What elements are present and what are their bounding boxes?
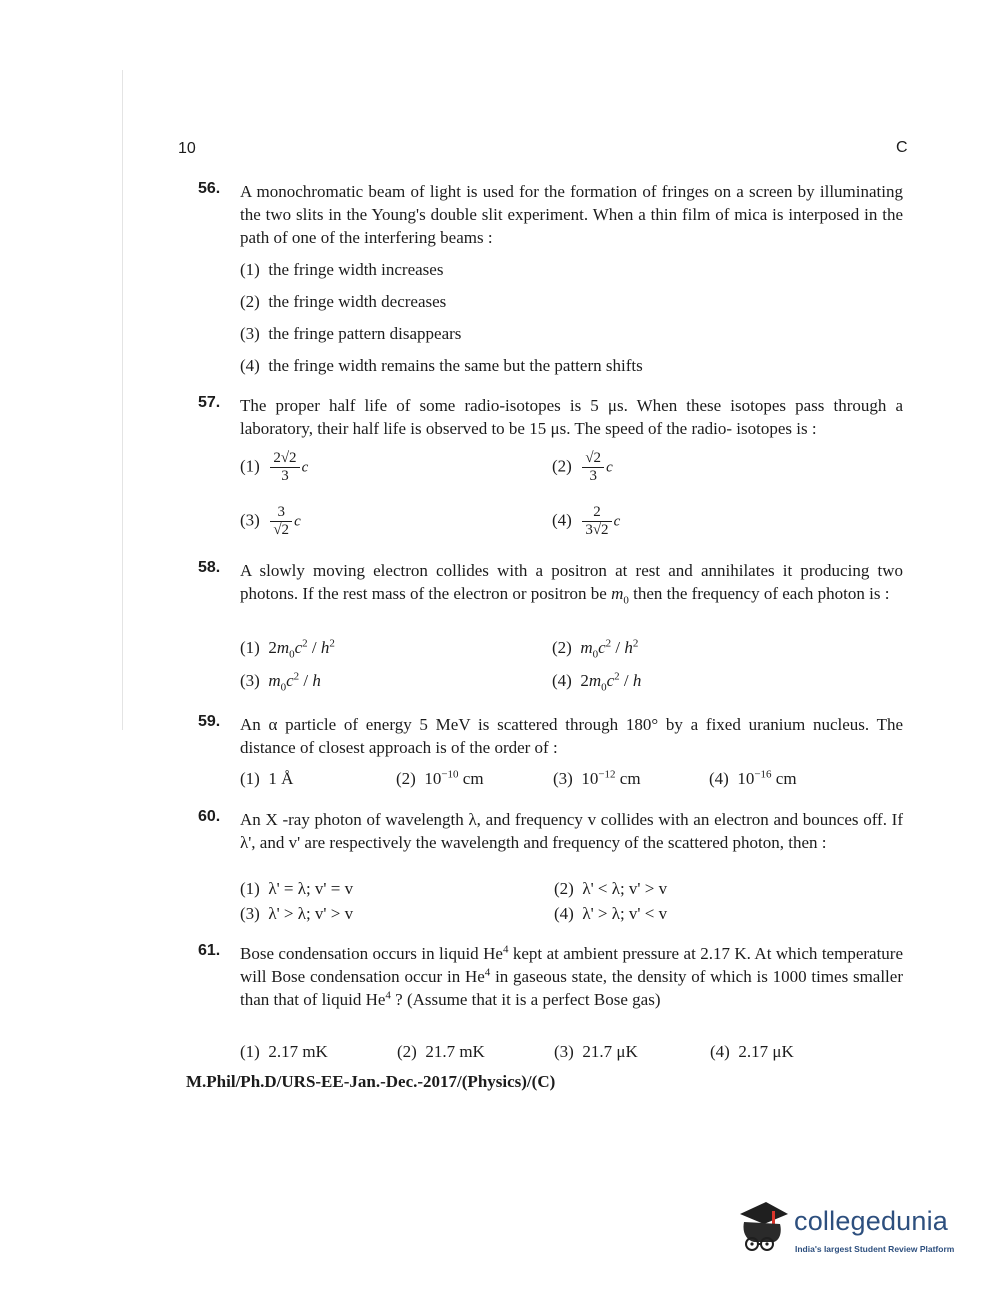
graduation-mascot-icon [736, 1198, 792, 1256]
question-number: 56. [198, 180, 221, 197]
question-text: A monochromatic beam of light is used for the formation of fringes on a screen by illuminating the two slits in the Young's double slit experiment. When a thin film of mica is interposed in the path of one of the interfering beams : [240, 182, 903, 247]
question-text: An α particle of energy 5 MeV is scattered through 180° by a fixed uranium nucleus. The distance of closest approach is of the order of : [240, 715, 903, 757]
option-2: (2) 21.7 mK [397, 1042, 485, 1061]
question-61 [198, 942, 903, 1061]
option-3: (3) the fringe pattern disappears [240, 324, 462, 343]
fraction: $\frac{2√2}{3}$ [270, 450, 299, 485]
question-text: The proper half life of some radio-isotopes is 5 μs. When these isotopes pass through a laboratory, their half life is observed to be 15 μs. The speed of the radio- isotopes is : [240, 396, 903, 438]
option-2: (2) $10^{-10}$ cm [396, 768, 484, 788]
option-1: (1) the fringe width increases [240, 260, 444, 279]
margin-line [122, 70, 123, 730]
option-4: (4) $\frac{2}{3√2}$ c [552, 504, 621, 538]
option-2: (2) $\frac{√2}{3}$ c [552, 450, 613, 484]
option-3: (3) $m_0c^2$ / h [240, 670, 321, 694]
question-56 [198, 180, 903, 375]
option-2: (2) the fringe width decreases [240, 292, 447, 311]
fraction: $\frac{√2}{3}$ [582, 450, 604, 485]
question-text: Bose condensation occurs in liquid He$^4$ kept at ambient pressure at 2.17 K. At which temperature will Bose condensation occur in He$^4$ in gaseous state, the density of which is 1000 times smaller than that of liquid He$^4$ ? (Assume that it is a perfect Bose gas) [240, 943, 903, 1009]
set-code: C [896, 139, 908, 156]
option-4: (4) λ' > λ; v' < v [554, 904, 668, 923]
question-text: A slowly moving electron collides with a positron at rest and annihilates it producing two photons. If the rest mass of the electron or positron be $m_0$ then the frequency of each photon is : [240, 561, 903, 607]
question-number: 61. [198, 942, 221, 959]
question-58 [198, 559, 903, 694]
logo-brand: collegedunia [794, 1206, 949, 1236]
option-2: (2) $m_0c^2 / h^2$ [552, 637, 639, 661]
question-number: 57. [198, 394, 221, 411]
question-number: 60. [198, 808, 221, 825]
option-3: (3) $10^{-12}$ cm [553, 768, 641, 788]
option-1: (1) 2.17 mK [240, 1042, 328, 1061]
option-3: (3) 21.7 μK [554, 1042, 638, 1061]
option-3: (3) $\frac{3}{√2}$ c [240, 504, 301, 538]
fraction: $\frac{3}{√2}$ [270, 504, 292, 539]
logo-tagline: India's largest Student Review Platform [795, 1244, 955, 1254]
option-1: (1) λ' = λ; v' = v [240, 879, 354, 898]
question-number: 59. [198, 713, 221, 730]
page-number: 10 [178, 140, 196, 157]
option-1: (1) $2m_0c^2 / h^2$ [240, 637, 335, 661]
option-4: (4) the fringe width remains the same but the pattern shifts [240, 356, 643, 375]
question-text: An X -ray photon of wavelength λ, and frequency v collides with an electron and bounces off. If λ', and v' are respectively the wavelength and frequency of the scattered photon, then : [240, 810, 903, 852]
option-1: (1) 1 Å [240, 769, 294, 788]
option-4: (4) $2m_0c^2$ / h [552, 670, 642, 694]
option-3: (3) λ' > λ; v' > v [240, 904, 354, 923]
option-1: (1) $\frac{2√2}{3}$ c [240, 450, 309, 484]
fraction: $\frac{2}{3√2}$ [582, 504, 611, 539]
option-2: (2) λ' < λ; v' > v [554, 879, 668, 898]
question-59 [198, 713, 903, 788]
question-60 [198, 808, 903, 923]
option-4: (4) $10^{-16}$ cm [709, 768, 797, 788]
collegedunia-logo [736, 1198, 961, 1260]
question-57 [198, 394, 903, 538]
option-4: (4) 2.17 μK [710, 1042, 794, 1061]
footer-code: M.Phil/Ph.D/URS-EE-Jan.-Dec.-2017/(Physics)/(C) [186, 1072, 556, 1091]
question-number: 58. [198, 559, 221, 576]
